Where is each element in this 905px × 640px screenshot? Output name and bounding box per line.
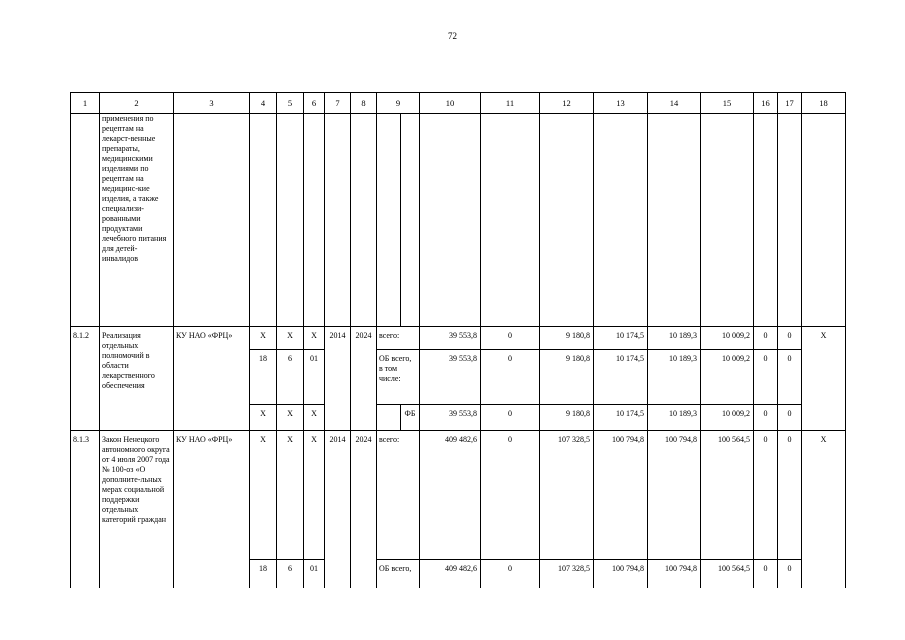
row-id: 8.1.3 bbox=[71, 431, 100, 589]
column-number-row bbox=[71, 93, 846, 114]
table-row: 18 6 01 ОБ всего, в том числе: 39 553,8 0 9 180,8 10 174,5 10 189,3 10 009,2 0 0 bbox=[71, 350, 846, 405]
col-header-9: 9 bbox=[377, 93, 420, 114]
col-header-4: 4 bbox=[250, 93, 277, 114]
table-row: 8.1.2 Реализация отдельных полномочий в области лекарственного обеспечения КУ НАО «ФРЦ» Х Х Х 2014 2024 всего: 39 553,8 0 9 180,8 10 174,5 10 189,3 10 009,2 0 0 Х bbox=[71, 327, 846, 350]
program-table bbox=[70, 92, 846, 588]
col-header-8: 8 bbox=[351, 93, 377, 114]
col-header-5: 5 bbox=[277, 93, 304, 114]
col-header-6: 6 bbox=[304, 93, 325, 114]
col-header-14: 14 bbox=[648, 93, 701, 114]
table-row: 18 6 01 ОБ всего, 409 482,6 0 107 328,5 100 794,8 100 794,8 100 564,5 0 0 bbox=[71, 560, 846, 589]
page-number: 72 bbox=[448, 31, 457, 41]
start-year: 2014 bbox=[325, 327, 351, 431]
col-header-3: 3 bbox=[174, 93, 250, 114]
col-header-17: 17 bbox=[778, 93, 802, 114]
row-id: 8.1.2 bbox=[71, 327, 100, 431]
start-year: 2014 bbox=[325, 431, 351, 589]
row-name: Реализация отдельных полномочий в области лекарственного обеспечения bbox=[100, 327, 174, 431]
continued-text: применения по рецептам на лекарст-венные препараты, медицинскими изделиями по рецептам на медицинс-кие изделия, а также специализи-рованными продуктами лечебного питания для детей-инвалидов bbox=[100, 114, 174, 327]
row-executor: КУ НАО «ФРЦ» bbox=[174, 327, 250, 431]
end-year: 2024 bbox=[351, 431, 377, 589]
col-header-15: 15 bbox=[701, 93, 754, 114]
table-row: 8.1.3 Закон Ненецкого автономного округа от 4 июля 2007 года № 100-оз «О дополните-льных мерах социальной поддержки отдельных категорий граждан КУ НАО «ФРЦ» Х Х Х 2014 2024 всего: 409 482,6 0 107 328,5 100 794,8 100 794,8 100 564,5 0 0 Х bbox=[71, 431, 846, 560]
col-header-10: 10 bbox=[420, 93, 481, 114]
row-executor: КУ НАО «ФРЦ» bbox=[174, 431, 250, 589]
col-header-7: 7 bbox=[325, 93, 351, 114]
col-header-1: 1 bbox=[71, 93, 100, 114]
row-name: Закон Ненецкого автономного округа от 4 июля 2007 года № 100-оз «О дополните-льных мерах социальной поддержки отдельных категорий граждан bbox=[100, 431, 174, 589]
col-header-16: 16 bbox=[754, 93, 778, 114]
col-header-2: 2 bbox=[100, 93, 174, 114]
col-header-18: 18 bbox=[802, 93, 846, 114]
col-header-12: 12 bbox=[540, 93, 594, 114]
col-header-11: 11 bbox=[481, 93, 540, 114]
end-year: 2024 bbox=[351, 327, 377, 431]
table-row bbox=[71, 114, 846, 327]
table-row: Х Х Х ФБ 39 553,8 0 9 180,8 10 174,5 10 189,3 10 009,2 0 0 bbox=[71, 405, 846, 431]
col-header-13: 13 bbox=[594, 93, 648, 114]
